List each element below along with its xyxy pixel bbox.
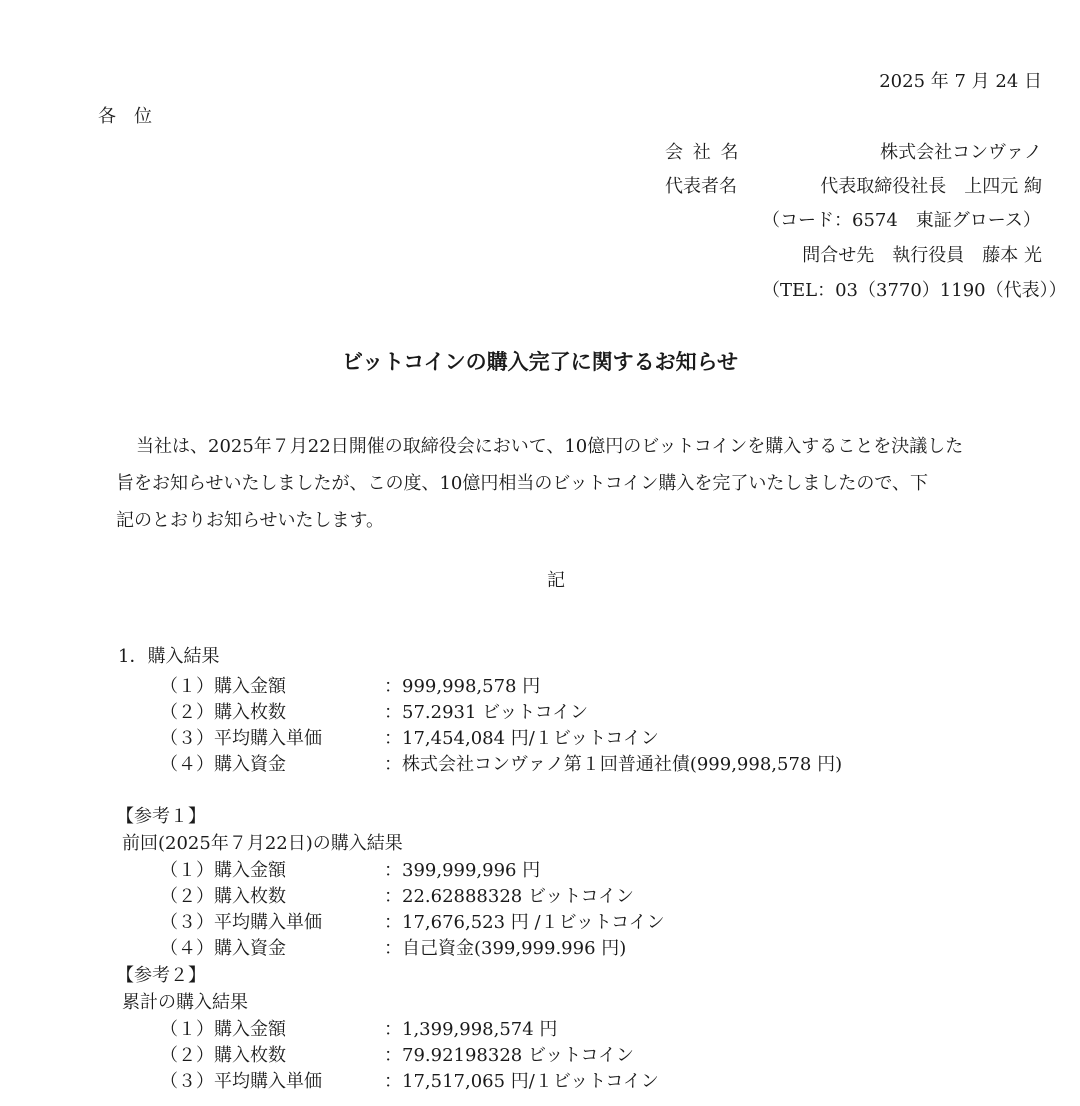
body-line-2: 旨をお知らせいたしましたが、この度、10億円相当のビットコイン購入を完了いたしましたので、下 [116,473,929,494]
contact-phone: （TEL：03（3770）1190（代表）） [762,280,1067,301]
document-title: ビットコインの購入完了に関するお知らせ [341,350,739,374]
ref2-heading: 【参考２】 [116,965,206,986]
representative-name: 代表取締役社長 上四元 絢 [820,176,1042,197]
company-name: 株式会社コンヴァノ [880,142,1042,163]
contact-person: 問合せ先 執行役員 藤本 光 [802,245,1042,266]
release-date: 2025 年 7 月 24 日 [879,71,1042,92]
stock-code: （コード：6574 東証グロース） [762,210,1041,231]
ref2-subheading: 累計の購入結果 [122,992,248,1013]
addressee: 各位 [98,106,170,127]
ref1-subheading: 前回(2025年７月22日)の購入結果 [122,833,403,854]
company-label: 会 社 名 [665,142,741,163]
ki-marker: 記 [547,570,565,591]
body-line-3: 記のとおりお知らせいたします。 [116,510,385,531]
body-line-1: 当社は、2025年７月22日開催の取締役会において、10億円のビットコインを購入することを決議した [136,436,964,457]
representative-label: 代表者名 [665,176,737,197]
body-paragraph [116,428,1016,539]
section1-heading: 1．購入結果 [118,646,220,667]
ref1-heading: 【参考１】 [116,806,206,827]
